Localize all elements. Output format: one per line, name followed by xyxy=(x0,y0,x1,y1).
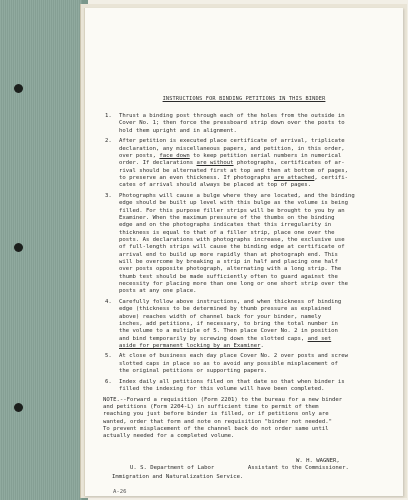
instruction-item-5 xyxy=(103,353,395,375)
binder-hole xyxy=(14,84,23,93)
item-number: 1. xyxy=(105,113,112,119)
underlined-phrase: aside for permanent locking by an Examiner xyxy=(119,342,261,349)
instruction-item-4 xyxy=(103,299,395,350)
instruction-item-1 xyxy=(103,113,395,135)
item-text: At close of business each day place Cover No. 2 over posts and screw slotted caps in place so as to avoid any possible misplacement of the original petitions or supporting papers. xyxy=(119,353,349,375)
item-number: 3. xyxy=(105,192,112,199)
instructions-body xyxy=(103,113,395,441)
page-code: A-26 xyxy=(113,489,127,495)
signature-title-line: U. S. Department of Labor Assistant to the Commissioner. xyxy=(130,465,349,471)
item-text: After petition is executed place certificate of arrival, triplicate declaration, any miscellaneous papers, and petition, in this order, over posts, face down to keep petition serial numbers in numerical order. If declarations are without photographs, certificates of ar- rival should be alternated first at top and then at bottom of pages, to preserve an even thickness. If photographs are attached, certifi- cates of arrival should always be placed at top of pages. xyxy=(119,138,349,189)
signature-name: W. H. WAGNER, xyxy=(296,458,340,464)
instruction-item-2 xyxy=(103,138,395,189)
instruction-item-3 xyxy=(103,193,395,296)
item-number: 4. xyxy=(105,298,112,305)
binder-hole xyxy=(14,403,23,412)
binder-cover xyxy=(0,0,88,500)
instruction-page xyxy=(84,8,403,496)
item-number: 5. xyxy=(105,353,112,360)
item-number: 6. xyxy=(105,378,112,385)
item-text: Thrust a binding post through each of the holes from the outside in Cover No. 1; then force the pressboard strip down over the posts to hold them upright and in alignment. xyxy=(119,113,345,134)
item-number: 2. xyxy=(105,138,112,145)
item-text: Carefully follow above instructions, and when thickness of binding edge (thickness to be determined by thumb pressure as explained above) reaches width of channel back for your binder, namely inches, add petitions, if necessary, to bring the total number in the volume to a multiple of 5. Then place Cover No. 2 in position and bind temporarily by screwing down the slotted caps, and set aside for permanent locking by an Examiner. xyxy=(119,298,342,349)
instruction-item-6 xyxy=(103,379,395,394)
underlined-phrase: are without xyxy=(196,160,234,167)
item-text: Photographs will cause a bulge where they are located, and the binding edge should be built up level with this bulge as the volume is being filled. For this purpose filler strips will be brought to you by an Examiner. When the maximum pressure of the thumbs on the binding edge and on the photographs indicates that this irregularity in thickness is equal to that of a filler strip, place one over the posts. As declarations with photographs increase, the exclusive use of full-length strips will cause the binding edge at certificate of arrival end to build up more rapidly than at photograph end. This will be overcome by breaking a strip in half and placing one half over posts opposite photograph, alternating with a long strip. The thumb test should be made sufficiently often to guard against the necessity for placing more than one long or one short strip over the posts at any one place. xyxy=(119,192,355,295)
signature-department-line: Immigration and Naturalization Service. xyxy=(112,474,244,480)
underlined-phrase: face down xyxy=(159,152,190,159)
underlined-phrase: and set xyxy=(307,335,332,342)
note-paragraph: NOTE.--Forward a requisition (Form 2201) to the bureau for a new binder and petitions (Form 2204-L) in sufficient time to permit of them reaching you just before binder is filled, or if petitions only are wanted, order that form and note on requisition "binder not needed." To prevent misplacement of the channel back do not order same until actually needed for a completed volume. xyxy=(103,396,343,440)
binder-hole xyxy=(14,243,23,252)
underlined-phrase: are attached xyxy=(273,174,315,181)
item-text: Index daily all petitions filed on that date so that when binder is filled the indexing for this volume will have been completed. xyxy=(119,378,345,392)
document-title: INSTRUCTIONS FOR BINDING PETITIONS IN THIS BINDER xyxy=(162,96,326,102)
